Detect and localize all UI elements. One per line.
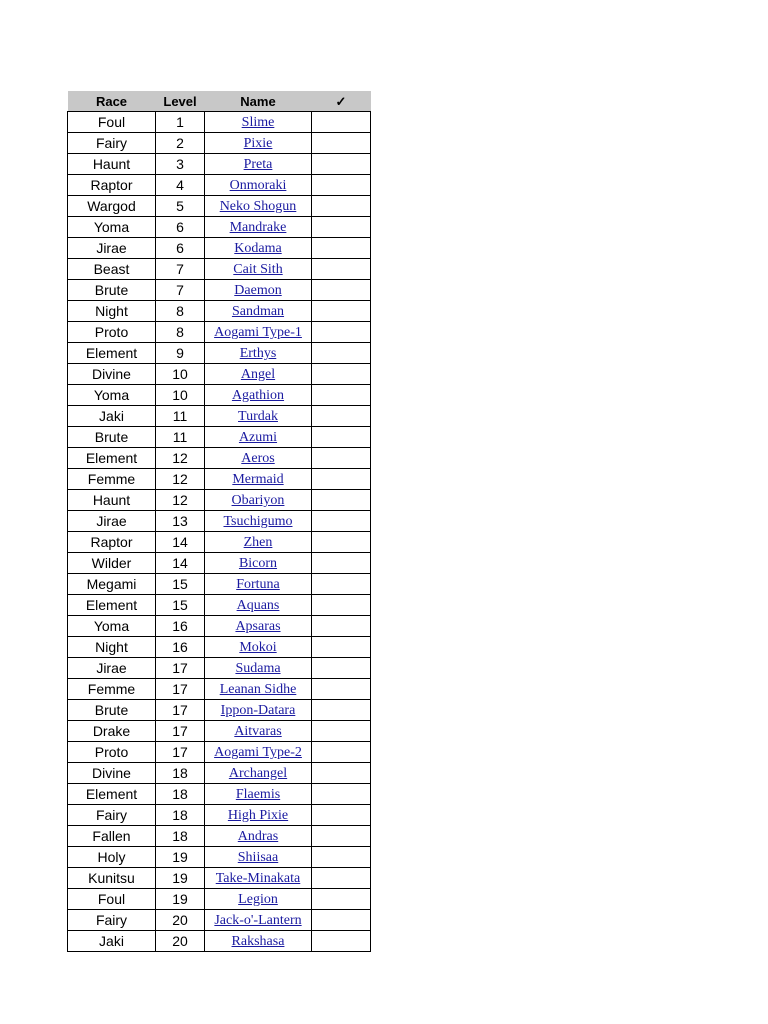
level-cell: 13 [156,511,205,532]
race-cell: Jaki [68,406,156,427]
table-row [68,616,371,637]
race-cell: Jirae [68,238,156,259]
check-cell[interactable] [312,595,371,616]
race-cell: Jaki [68,931,156,952]
header-level: Level [156,91,205,112]
demon-name-link[interactable]: Slime [241,115,275,130]
level-cell: 8 [156,322,205,343]
level-cell: 14 [156,553,205,574]
demon-name-link[interactable]: Apsaras [235,619,281,634]
table-row [68,343,371,364]
level-cell: 18 [156,805,205,826]
table-body [68,112,371,952]
check-cell[interactable] [312,406,371,427]
header-name: Name [205,91,312,112]
name-cell [205,742,312,763]
demon-name-link[interactable]: Fortuna [236,577,280,592]
race-cell: Divine [68,763,156,784]
race-cell: Femme [68,679,156,700]
level-cell: 1 [156,112,205,133]
table-row [68,700,371,721]
name-cell [205,889,312,910]
demon-name-link[interactable]: Archangel [228,766,288,781]
check-cell[interactable] [312,343,371,364]
race-cell: Raptor [68,175,156,196]
name-cell [205,637,312,658]
header-check: ✓ [312,91,371,112]
level-cell: 9 [156,343,205,364]
demon-name-link[interactable]: Bicorn [238,556,278,571]
level-cell: 11 [156,406,205,427]
name-cell [205,364,312,385]
level-cell: 17 [156,721,205,742]
race-cell: Proto [68,742,156,763]
table-row [68,196,371,217]
race-cell: Fairy [68,133,156,154]
name-cell [205,868,312,889]
demon-name-link[interactable]: Obariyon [231,493,285,508]
name-cell [205,490,312,511]
check-cell[interactable] [312,637,371,658]
demon-name-link[interactable]: Tsuchigumo [223,514,293,529]
check-cell[interactable] [312,847,371,868]
demon-name-link[interactable]: Mermaid [232,472,284,487]
table-row [68,637,371,658]
race-cell: Element [68,784,156,805]
table-row [68,742,371,763]
level-cell: 19 [156,847,205,868]
race-cell: Brute [68,700,156,721]
table-row [68,763,371,784]
check-cell[interactable] [312,280,371,301]
demon-name-link[interactable]: Kodama [234,241,282,256]
demon-name-link[interactable]: Turdak [238,409,278,424]
table-row [68,238,371,259]
table-row [68,910,371,931]
demon-name-link[interactable]: Azumi [238,430,278,445]
level-cell: 17 [156,742,205,763]
name-cell [205,931,312,952]
race-cell: Foul [68,889,156,910]
level-cell: 8 [156,301,205,322]
check-cell[interactable] [312,868,371,889]
race-cell: Element [68,448,156,469]
check-cell[interactable] [312,700,371,721]
table-row [68,679,371,700]
race-cell: Jirae [68,511,156,532]
race-cell: Wargod [68,196,156,217]
demon-name-link[interactable]: Rakshasa [231,934,285,949]
race-cell: Foul [68,112,156,133]
table-row [68,553,371,574]
table-row [68,133,371,154]
level-cell: 6 [156,238,205,259]
check-cell[interactable] [312,364,371,385]
demon-name-link[interactable]: Onmoraki [229,178,287,193]
demon-name-link[interactable]: Ippon-Datara [220,703,296,718]
race-cell: Haunt [68,490,156,511]
table-row [68,427,371,448]
table-row [68,322,371,343]
level-cell: 15 [156,574,205,595]
level-cell: 17 [156,679,205,700]
name-cell [205,910,312,931]
race-cell: Yoma [68,217,156,238]
check-cell[interactable] [312,742,371,763]
race-cell: Fairy [68,910,156,931]
check-cell[interactable] [312,196,371,217]
level-cell: 17 [156,700,205,721]
demon-table [67,91,371,952]
name-cell [205,385,312,406]
check-cell[interactable] [312,532,371,553]
name-cell [205,469,312,490]
name-cell [205,112,312,133]
race-cell: Jirae [68,658,156,679]
race-cell: Yoma [68,385,156,406]
table-row [68,532,371,553]
demon-name-link[interactable]: Flaemis [235,787,281,802]
table-row [68,217,371,238]
name-cell [205,343,312,364]
check-cell[interactable] [312,805,371,826]
race-cell: Kunitsu [68,868,156,889]
table-row [68,364,371,385]
table-row [68,574,371,595]
name-cell [205,616,312,637]
level-cell: 12 [156,448,205,469]
table-row [68,826,371,847]
check-cell[interactable] [312,910,371,931]
level-cell: 6 [156,217,205,238]
check-cell[interactable] [312,574,371,595]
level-cell: 19 [156,868,205,889]
table-row [68,154,371,175]
demon-name-link[interactable]: Mokoi [239,640,277,655]
race-cell: Proto [68,322,156,343]
demon-name-link[interactable]: Pixie [243,136,273,151]
demon-name-link[interactable]: Sandman [231,304,285,319]
check-cell[interactable] [312,133,371,154]
race-cell: Fairy [68,805,156,826]
name-cell [205,805,312,826]
race-cell: Divine [68,364,156,385]
demon-name-link[interactable]: Zhen [243,535,273,550]
race-cell: Holy [68,847,156,868]
table-row [68,469,371,490]
race-cell: Brute [68,427,156,448]
header-race: Race [68,91,156,112]
table-row [68,112,371,133]
demon-name-link[interactable]: Aitvaras [234,724,282,739]
race-cell: Megami [68,574,156,595]
demon-name-link[interactable]: Erthys [239,346,277,361]
name-cell [205,553,312,574]
level-cell: 16 [156,616,205,637]
name-cell [205,238,312,259]
demon-name-link[interactable]: Aogami Type-1 [214,325,302,340]
table-row [68,448,371,469]
demon-name-link[interactable]: Preta [243,157,273,172]
level-cell: 2 [156,133,205,154]
name-cell [205,826,312,847]
name-cell [205,217,312,238]
check-cell[interactable] [312,511,371,532]
table-row [68,784,371,805]
check-cell[interactable] [312,154,371,175]
name-cell [205,721,312,742]
name-cell [205,175,312,196]
table-row [68,301,371,322]
check-cell[interactable] [312,721,371,742]
table-row [68,490,371,511]
level-cell: 14 [156,532,205,553]
table-row [68,280,371,301]
name-cell [205,427,312,448]
race-cell: Haunt [68,154,156,175]
level-cell: 20 [156,910,205,931]
demon-name-link[interactable]: Jack-o'-Lantern [214,913,302,928]
race-cell: Wilder [68,553,156,574]
check-cell[interactable] [312,301,371,322]
demon-name-link[interactable]: Aeros [241,451,275,466]
table-row [68,889,371,910]
table-header [68,91,371,112]
check-cell[interactable] [312,889,371,910]
name-cell [205,595,312,616]
level-cell: 19 [156,889,205,910]
check-cell[interactable] [312,112,371,133]
race-cell: Beast [68,259,156,280]
table-row [68,868,371,889]
demon-name-link[interactable]: Daemon [234,283,282,298]
check-cell[interactable] [312,616,371,637]
check-cell[interactable] [312,679,371,700]
race-cell: Raptor [68,532,156,553]
demon-name-link[interactable]: Andras [237,829,279,844]
level-cell: 20 [156,931,205,952]
check-cell[interactable] [312,238,371,259]
check-cell[interactable] [312,469,371,490]
check-cell[interactable] [312,658,371,679]
name-cell [205,784,312,805]
name-cell [205,322,312,343]
table-row [68,406,371,427]
name-cell [205,511,312,532]
demon-name-link[interactable]: Cait Sith [233,262,283,277]
race-cell: Femme [68,469,156,490]
check-cell[interactable] [312,175,371,196]
table-row [68,259,371,280]
table-row [68,511,371,532]
name-cell [205,196,312,217]
level-cell: 7 [156,280,205,301]
demon-name-link[interactable]: Take-Minakata [215,871,301,886]
check-cell[interactable] [312,490,371,511]
check-cell[interactable] [312,553,371,574]
level-cell: 18 [156,784,205,805]
demon-name-link[interactable]: Shiisaa [237,850,279,865]
demon-name-link[interactable]: Sudama [235,661,281,676]
check-cell[interactable] [312,931,371,952]
demon-name-link[interactable]: Legion [238,892,278,907]
level-cell: 18 [156,763,205,784]
check-cell[interactable] [312,217,371,238]
check-cell[interactable] [312,448,371,469]
race-cell: Drake [68,721,156,742]
check-cell[interactable] [312,427,371,448]
demon-name-link[interactable]: Mandrake [229,220,287,235]
level-cell: 4 [156,175,205,196]
check-cell[interactable] [312,826,371,847]
race-cell: Night [68,637,156,658]
table-row [68,805,371,826]
check-cell[interactable] [312,763,371,784]
name-cell [205,763,312,784]
name-cell [205,700,312,721]
check-cell[interactable] [312,784,371,805]
demon-name-link[interactable]: Aogami Type-2 [214,745,302,760]
name-cell [205,406,312,427]
level-cell: 11 [156,427,205,448]
level-cell: 10 [156,385,205,406]
demon-name-link[interactable]: Leanan Sidhe [219,682,297,697]
demon-name-link[interactable]: Neko Shogun [219,199,297,214]
race-cell: Fallen [68,826,156,847]
name-cell [205,532,312,553]
level-cell: 12 [156,469,205,490]
name-cell [205,448,312,469]
demon-name-link[interactable]: Agathion [231,388,285,403]
name-cell [205,133,312,154]
name-cell [205,658,312,679]
race-cell: Element [68,595,156,616]
header-row [68,91,371,112]
level-cell: 15 [156,595,205,616]
table-row [68,385,371,406]
demon-name-link[interactable]: Angel [240,367,276,382]
level-cell: 18 [156,826,205,847]
table-row [68,931,371,952]
name-cell [205,280,312,301]
name-cell [205,301,312,322]
name-cell [205,847,312,868]
check-cell[interactable] [312,259,371,280]
level-cell: 16 [156,637,205,658]
demon-name-link[interactable]: High Pixie [227,808,289,823]
check-cell[interactable] [312,385,371,406]
name-cell [205,574,312,595]
name-cell [205,154,312,175]
table-row [68,847,371,868]
level-cell: 12 [156,490,205,511]
level-cell: 7 [156,259,205,280]
race-cell: Night [68,301,156,322]
table-row [68,175,371,196]
name-cell [205,259,312,280]
table-row [68,658,371,679]
level-cell: 3 [156,154,205,175]
name-cell [205,679,312,700]
check-cell[interactable] [312,322,371,343]
race-cell: Yoma [68,616,156,637]
demon-name-link[interactable]: Aquans [236,598,280,613]
table-row [68,595,371,616]
table-row [68,721,371,742]
level-cell: 10 [156,364,205,385]
level-cell: 5 [156,196,205,217]
race-cell: Element [68,343,156,364]
race-cell: Brute [68,280,156,301]
level-cell: 17 [156,658,205,679]
